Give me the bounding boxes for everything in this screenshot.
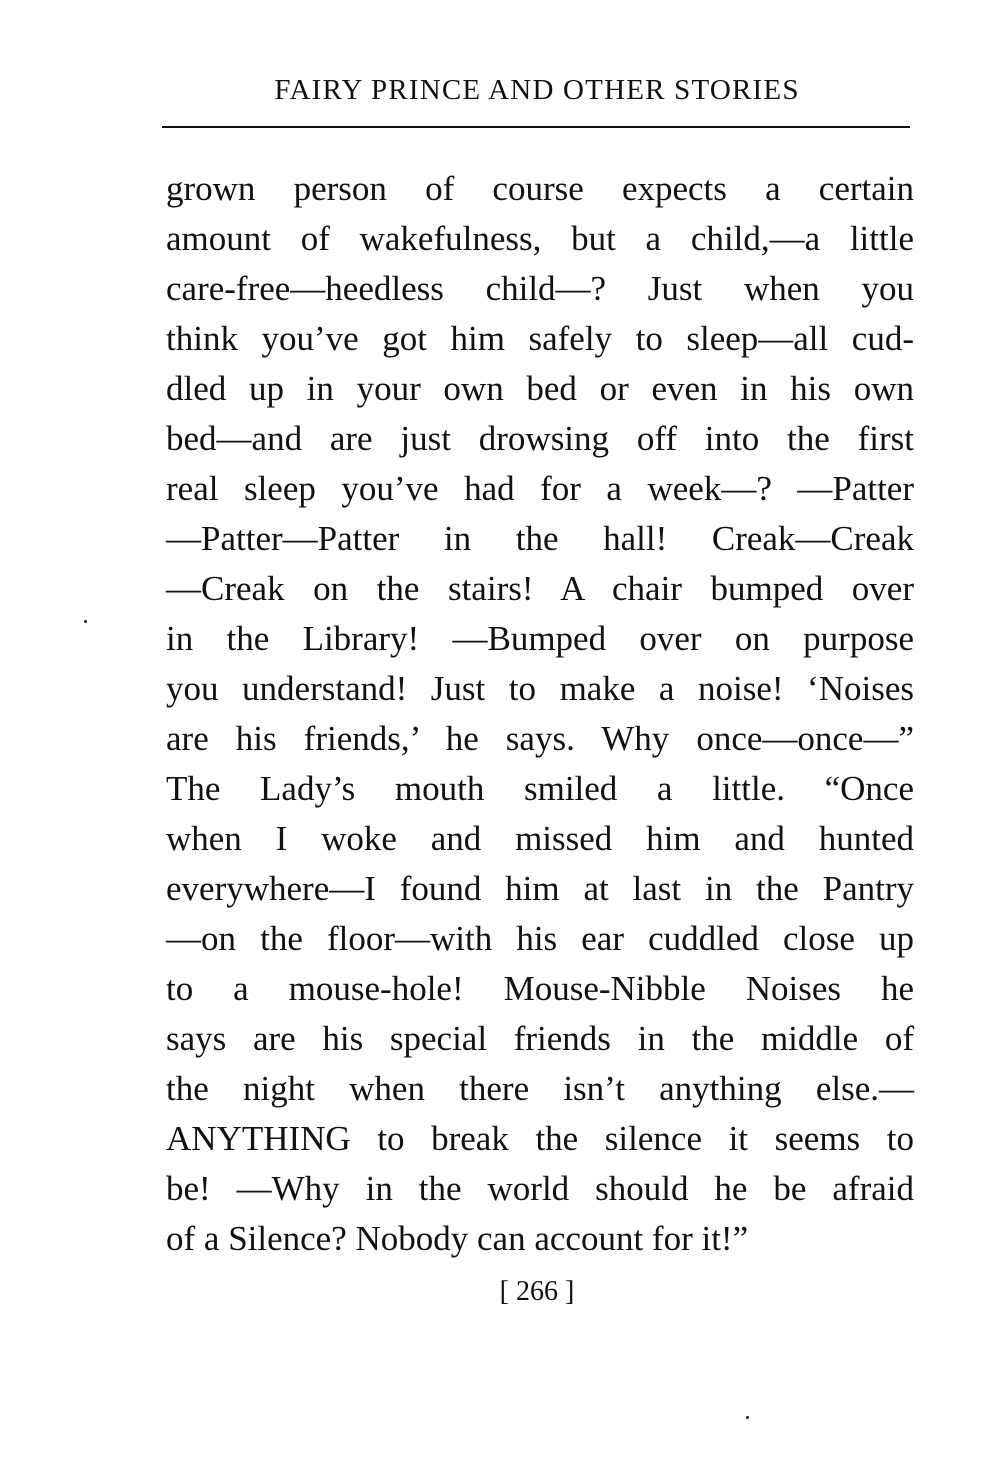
text-line: in the Library! —Bumped over on purpose	[166, 619, 914, 658]
running-title: FAIRY PRINCE AND OTHER STORIES	[274, 74, 800, 106]
text-line: care-free—heedless child—? Just when you	[166, 269, 914, 308]
page-number: [ 266 ]	[499, 1276, 575, 1307]
text-line: be! —Why in the world should he be afraid	[166, 1169, 914, 1208]
scan-speck	[746, 1416, 749, 1419]
text-line: ANYTHING to break the silence it seems to	[166, 1119, 914, 1158]
text-line: amount of wakefulness, but a child,—a little	[166, 219, 914, 258]
body-text	[166, 164, 914, 1264]
text-line: think you’ve got him safely to sleep—all cud-	[166, 319, 914, 358]
text-line: grown person of course expects a certain	[166, 169, 914, 208]
text-line: The Lady’s mouth smiled a little. “Once	[166, 769, 914, 808]
text-line: real sleep you’ve had for a week—? —Patter	[166, 469, 914, 508]
text-line: of a Silence? Nobody can account for it!”	[166, 1219, 749, 1258]
text-line: —Creak on the stairs! A chair bumped over	[166, 569, 914, 608]
text-line: —Patter—Patter in the hall! Creak—Creak	[166, 519, 914, 558]
header-rule	[162, 126, 910, 128]
text-line: to a mouse-hole! Mouse-Nibble Noises he	[166, 969, 914, 1008]
text-line: says are his special friends in the middle of	[166, 1019, 914, 1058]
text-line: bed—and are just drowsing off into the first	[166, 419, 914, 458]
text-line: are his friends,’ he says. Why once—once—”	[166, 719, 914, 758]
text-line: the night when there isn’t anything else.—	[166, 1069, 914, 1108]
text-line: everywhere—I found him at last in the Pantry	[166, 869, 914, 908]
text-line: —on the floor—with his ear cuddled close up	[166, 919, 914, 958]
text-line: dled up in your own bed or even in his own	[166, 369, 914, 408]
scan-speck	[84, 620, 87, 623]
text-line: you understand! Just to make a noise! ‘Noises	[166, 669, 914, 708]
text-line: when I woke and missed him and hunted	[166, 819, 914, 858]
